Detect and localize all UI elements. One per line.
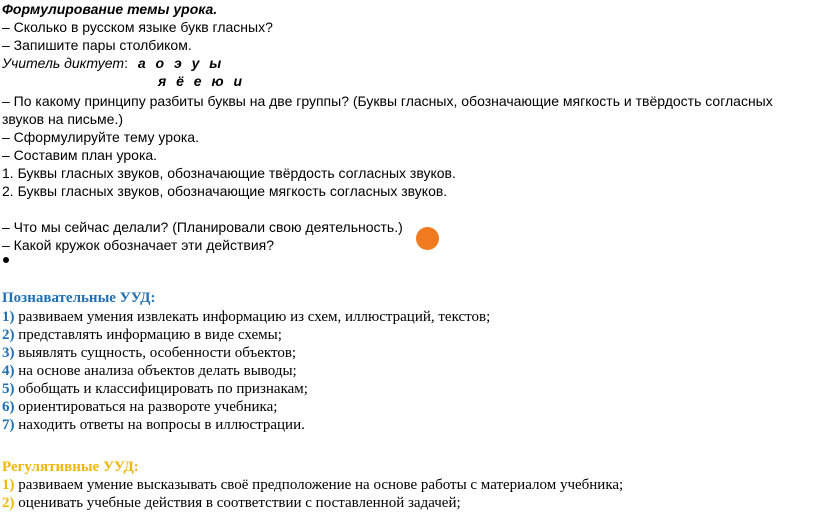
teacher-label: Учитель диктует <box>2 55 125 71</box>
item-text: на основе анализа объектов делать выводы; <box>18 363 297 379</box>
item-text: выявлять сущность, особенности объектов; <box>18 345 297 361</box>
orange-circle-marker <box>416 227 439 250</box>
item-text: оценивать учебные действия в соответствии с поставленной задачей; <box>18 495 461 511</box>
item-text: обобщать и классифицировать по признакам; <box>18 381 308 397</box>
which-circle-question: – Какой кружок обозначает эти действия? <box>2 237 275 253</box>
lesson-heading: Формулирование темы урока. <box>2 1 218 17</box>
cognitive-item <box>2 344 296 362</box>
cognitive-item <box>2 326 282 344</box>
cognitive-item <box>2 416 305 434</box>
regulatory-item <box>2 476 623 494</box>
item-text: развиваем умение высказывать своё предположение на основе работы с материалом учебника; <box>18 477 624 493</box>
soft-vowels-row <box>158 72 243 90</box>
plan-item-1: 1. Буквы гласных звуков, обозначающие твёрдость согласных звуков. <box>2 165 456 181</box>
teacher-dictates-line <box>2 54 222 72</box>
item-number: 4) <box>2 363 15 379</box>
make-plan: – Составим план урока. <box>2 147 158 163</box>
regulatory-item <box>2 494 461 512</box>
what-did-question: – Что мы сейчас делали? (Планировали свою деятельность.) <box>2 219 403 235</box>
item-text: находить ответы на вопросы в иллюстрации. <box>18 417 305 433</box>
principle-question-line1: – По какому принципу разбиты буквы на две группы? (Буквы гласных, обозначающие мягкость и твёрдость согласных <box>2 93 773 109</box>
item-number: 3) <box>2 345 15 361</box>
item-number: 6) <box>2 399 15 415</box>
cognitive-item <box>2 398 277 416</box>
item-text: развиваем умения извлекать информацию из схем, иллюстраций, текстов; <box>18 309 491 325</box>
hard-vowels-row: а о э у ы <box>137 55 223 71</box>
teacher-colon: : <box>124 55 128 71</box>
item-number: 2) <box>2 327 15 343</box>
item-number: 7) <box>2 417 15 433</box>
item-number: 2) <box>2 495 15 511</box>
item-number: 5) <box>2 381 15 397</box>
soft-vowels-letters: я ё е ю и <box>158 73 244 89</box>
item-number: 1) <box>2 477 15 493</box>
principle-question-line2: звуков на письме.) <box>2 111 124 127</box>
cognitive-item <box>2 380 308 398</box>
instruction-write-pairs: – Запишите пары столбиком. <box>2 37 192 53</box>
formulate-topic: – Сформулируйте тему урока. <box>2 129 199 145</box>
item-number: 1) <box>2 309 15 325</box>
cognitive-item <box>2 362 297 380</box>
plan-item-2: 2. Буквы гласных звуков, обозначающие мягкость согласных звуков. <box>2 183 448 199</box>
regulatory-title: Регулятивные УУД: <box>2 459 139 475</box>
cognitive-item <box>2 308 490 326</box>
item-text: ориентироваться на развороте учебника; <box>18 399 278 415</box>
cognitive-title: Познавательные УУД: <box>2 290 156 306</box>
item-text: представлять информацию в виде схемы; <box>18 327 282 343</box>
bullet-dot <box>3 257 9 263</box>
question-vowel-count: – Сколько в русском языке букв гласных? <box>2 19 273 35</box>
